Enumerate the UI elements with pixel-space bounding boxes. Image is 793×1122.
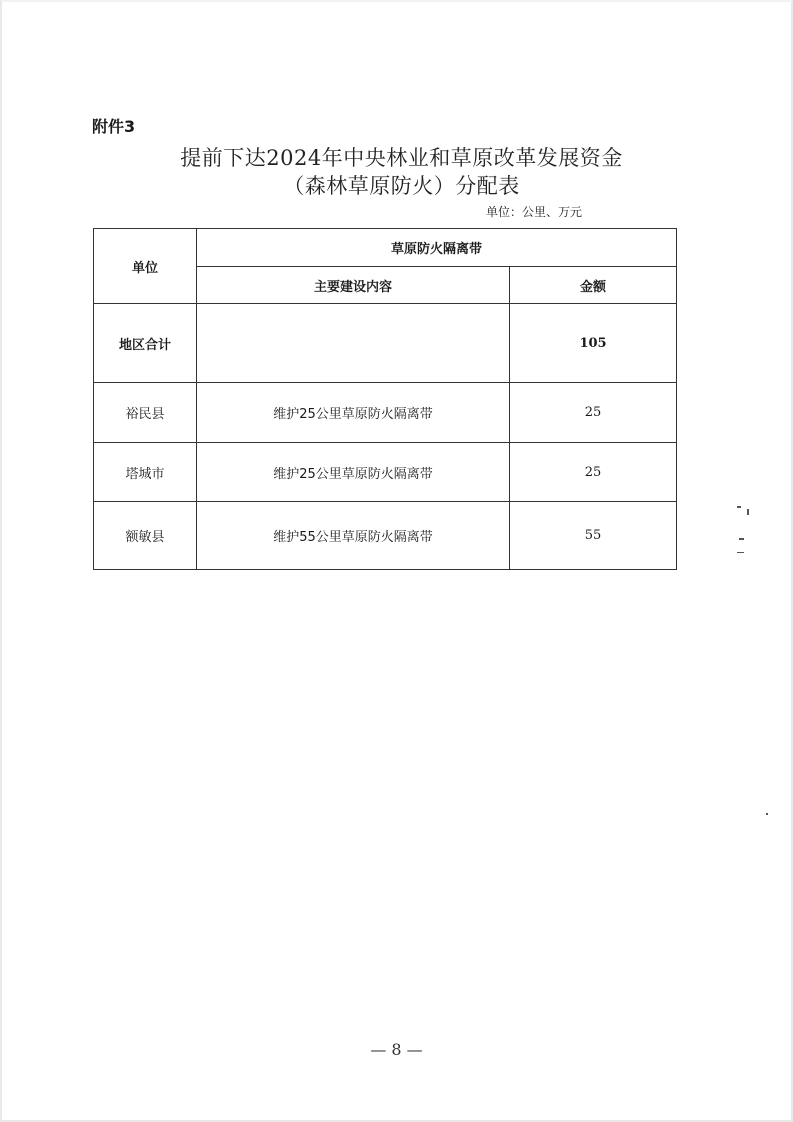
scan-speck xyxy=(747,509,749,515)
row-amount: 55 xyxy=(510,502,677,570)
row-unit: 额敏县 xyxy=(94,502,197,570)
header-unit: 单位 xyxy=(94,229,197,304)
scan-speck xyxy=(737,506,741,508)
scan-speck xyxy=(737,552,744,553)
row-amount: 25 xyxy=(510,383,677,443)
scan-speck xyxy=(766,813,768,815)
row-unit: 裕民县 xyxy=(94,383,197,443)
row-content: 维护55公里草原防火隔离带 xyxy=(197,502,510,570)
row-unit: 地区合计 xyxy=(94,304,197,383)
document-title-line1: 提前下达2024年中央林业和草原改革发展资金 xyxy=(180,146,623,170)
table-row xyxy=(94,502,677,570)
row-amount: 105 xyxy=(510,304,677,383)
row-unit: 塔城市 xyxy=(94,443,197,502)
header-amount: 金额 xyxy=(510,267,677,304)
scan-speck xyxy=(739,538,744,540)
row-content xyxy=(197,304,510,383)
page-number: — 8 — xyxy=(370,1040,423,1059)
allocation-table xyxy=(93,228,677,570)
row-content: 维护25公里草原防火隔离带 xyxy=(197,443,510,502)
header-content: 主要建设内容 xyxy=(197,267,510,304)
attachment-label: 附件3 xyxy=(92,117,136,136)
document-title-line2: （森林草原防火）分配表 xyxy=(283,174,520,198)
row-content: 维护25公里草原防火隔离带 xyxy=(197,383,510,443)
table-row-total xyxy=(94,304,677,383)
header-group: 草原防火隔离带 xyxy=(197,229,677,267)
table-row xyxy=(94,443,677,502)
unit-note: 单位：公里、万元 xyxy=(486,205,583,219)
table-row xyxy=(94,383,677,443)
row-amount: 25 xyxy=(510,443,677,502)
